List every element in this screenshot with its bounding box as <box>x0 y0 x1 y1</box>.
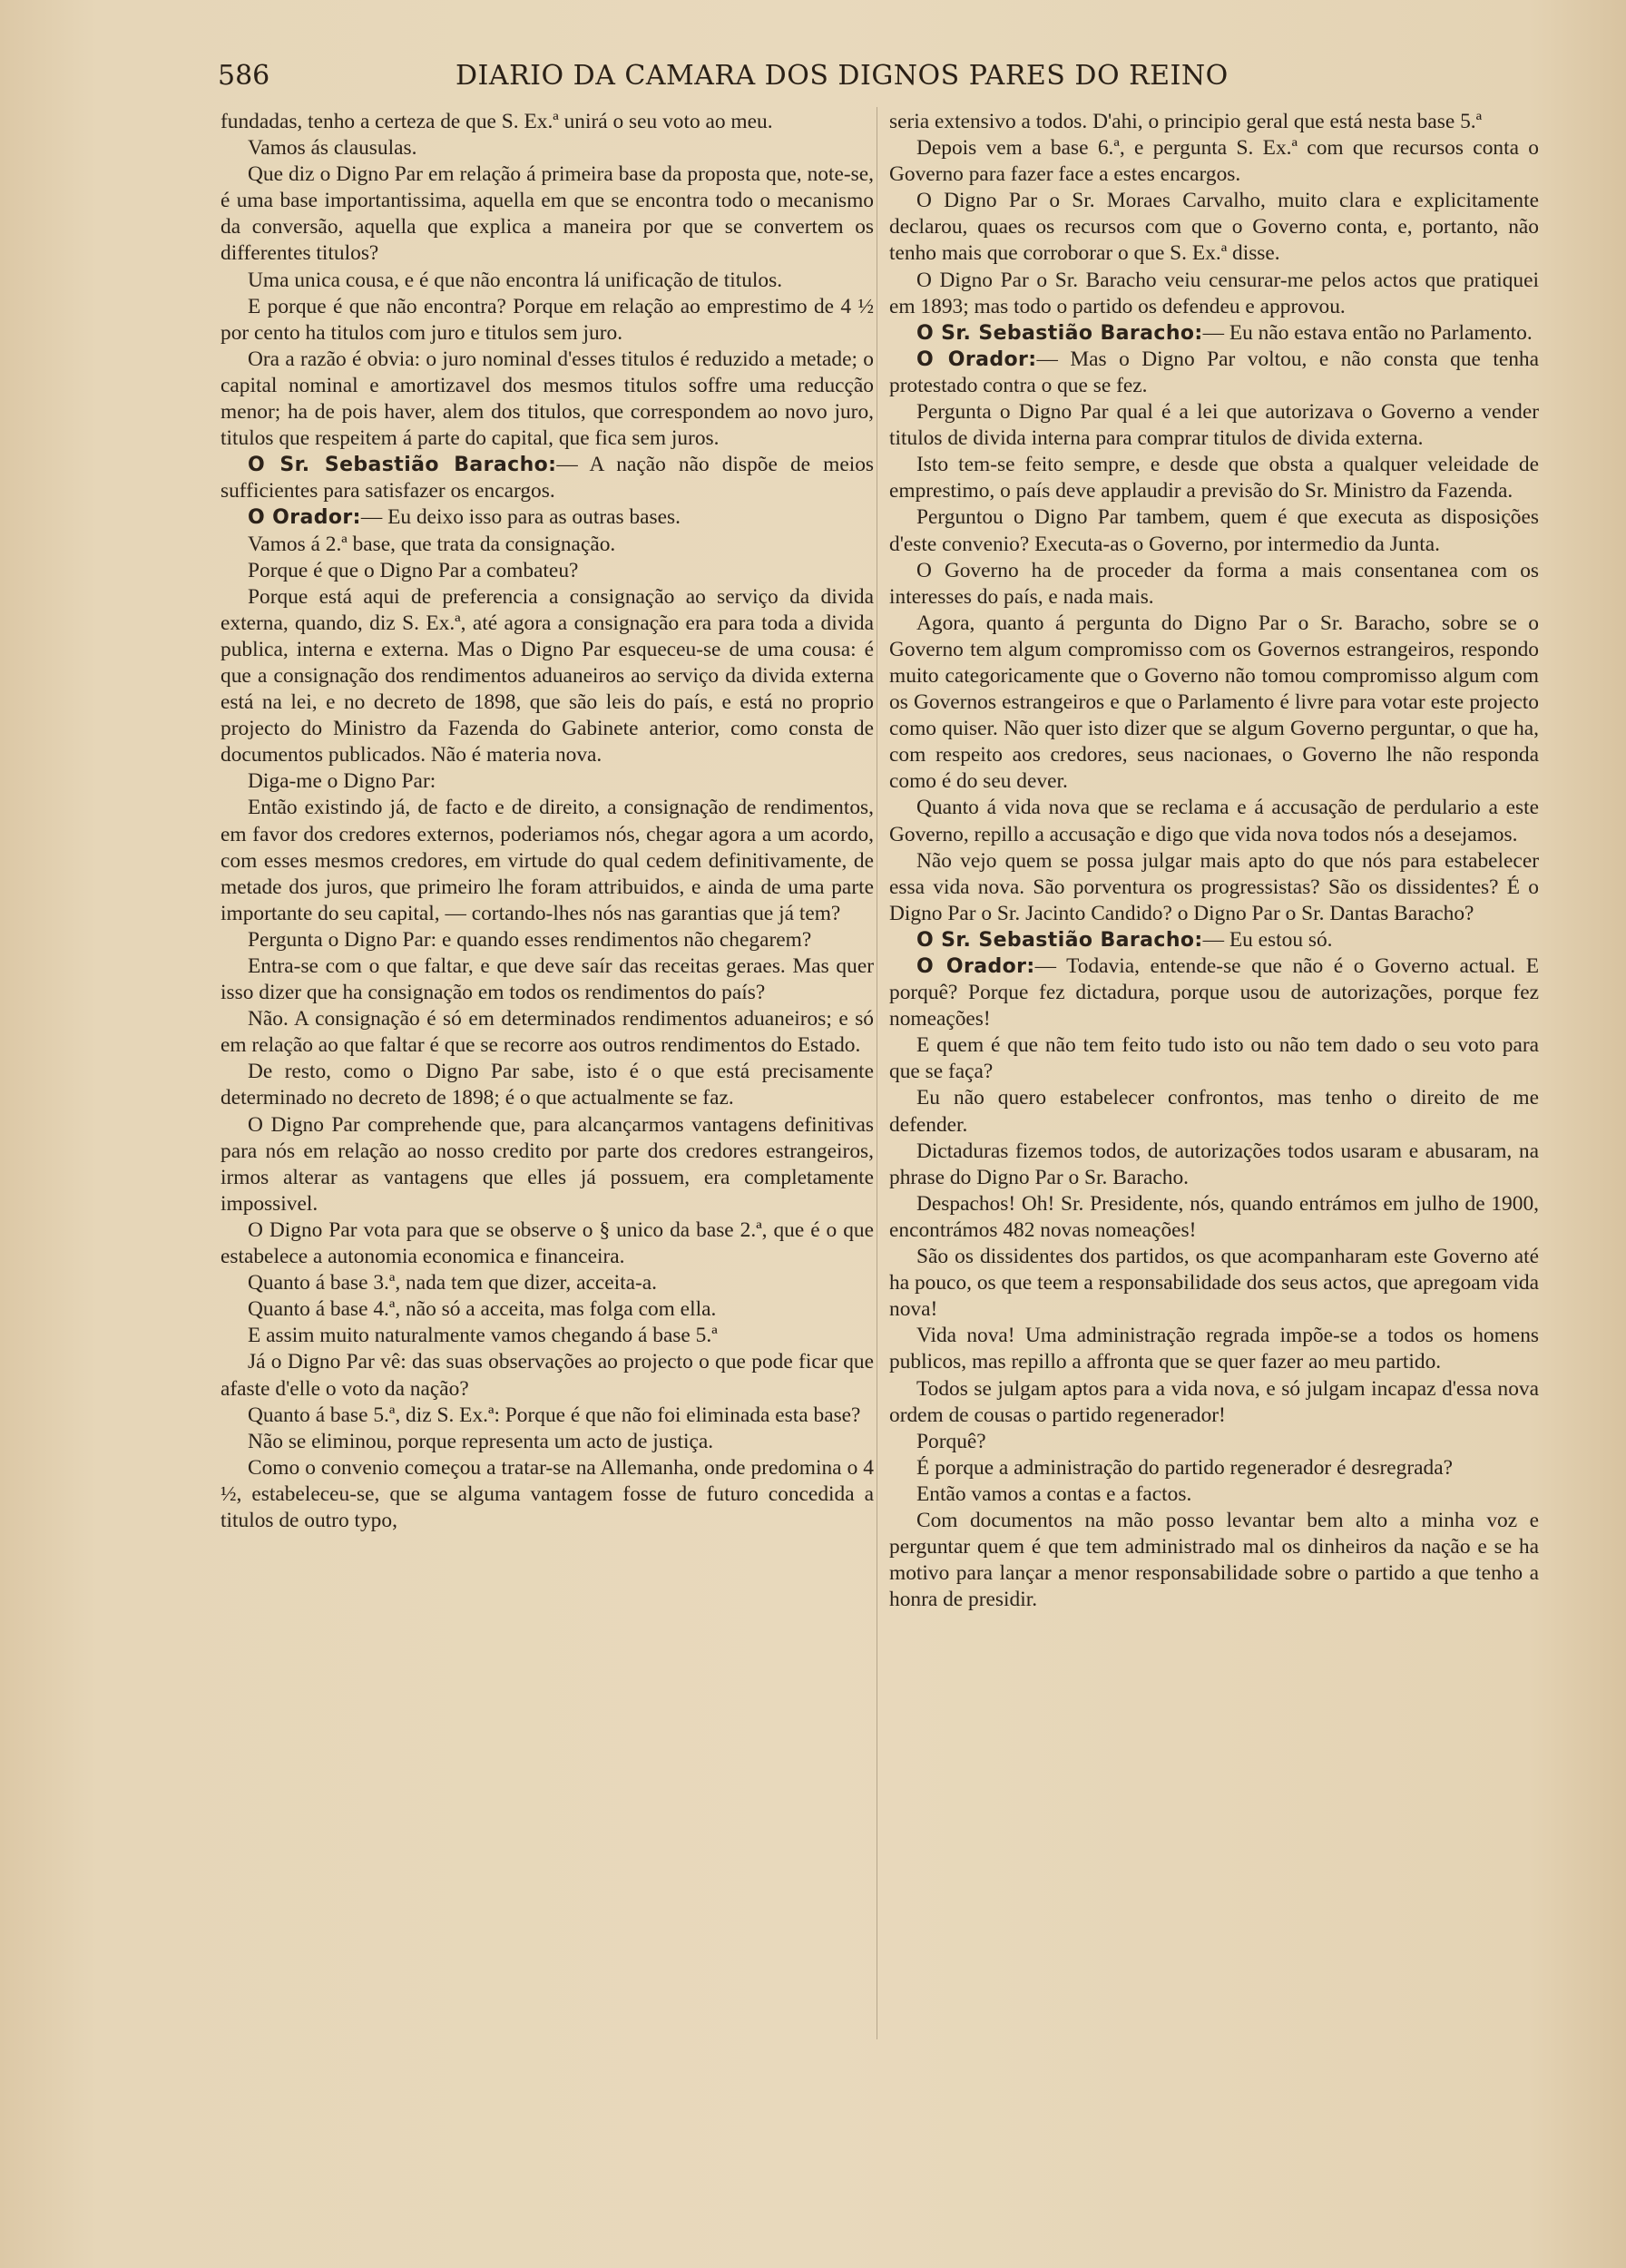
paragraph: Quanto á vida nova que se reclama e á accusação de perdulario a este Governo, repillo a accusação e digo que vida nova todos nós a desejamos. <box>889 796 1539 846</box>
paragraph: Porque está aqui de preferencia a consignação ao serviço da divida externa, quando, diz S. Ex.ª, até agora a consignação era para toda a divida publica, interna e externa. Mas o Digno Par esqueceu-se de uma cousa: é que a consignação dos rendimentos aduaneiros ao serviço da divida externa está na lei, e no decreto de 1898, que são leis do país, e está no proprio projecto do Ministro da Fazenda do Gabinete anterior, como consta de documentos publicados. Não é materia nova. <box>220 584 874 767</box>
paragraph: O Digno Par o Sr. Baracho veiu censurar-me pelos actos que pratiquei em 1893; mas todo o partido os defendeu e approvou. <box>889 268 1539 318</box>
paragraph: Então existindo já, de facto e de direito, a consignação de rendimentos, em favor dos credores externos, poderiamos nós, chegar agora a um acordo, com esses mesmos credores, em virtude do qual cedem definitivamente, de metade dos juros, que primeiro lhe foram attribuidos, e ainda de uma parte importante do seu capital, — cortando-lhes nós nas garantias que já tem? <box>220 796 874 925</box>
page-header <box>218 60 1388 98</box>
speech-paragraph <box>889 927 1539 953</box>
left-column <box>220 109 874 1534</box>
paragraph: Quanto á base 3.ª, nada tem que dizer, acceita-a. <box>248 1271 658 1295</box>
paragraph: O Digno Par comprehende que, para alcançarmos vantagens definitivas para nós em relação ao nosso credito por parte dos credores estrangeiros, irmos alterar as vantagens que elles já possuem, era completamente impossivel. <box>220 1112 874 1216</box>
paragraph: Quanto á base 4.ª, não só a acceita, mas folga com ella. <box>248 1297 717 1322</box>
paragraph: Pergunta o Digno Par: e quando esses rendimentos não chegarem? <box>248 927 812 952</box>
paragraph: Todos se julgam aptos para a vida nova, e só julgam incapaz d'essa nova ordem de cousas o partido regenerador! <box>889 1376 1539 1427</box>
paragraph: O Governo ha de proceder da forma a mais consentanea com os interesses do país, e nada mais. <box>889 558 1539 609</box>
paragraph: Vamos ás clausulas. <box>248 136 417 161</box>
speaker-name: O Sr. Sebastião Baracho: <box>248 454 557 477</box>
paragraph: Não se eliminou, porque representa um acto de justiça. <box>248 1429 714 1453</box>
speech-paragraph <box>220 452 874 504</box>
paragraph: Vida nova! Uma administração regrada impõe-se a todos os homens publicos, mas repillo a affronta que se quer fazer ao meu partido. <box>889 1324 1539 1374</box>
paragraph: seria extensivo a todos. D'ahi, o principio geral que está nesta base 5.ª <box>889 110 1483 133</box>
speech-paragraph <box>889 347 1539 399</box>
speech-paragraph <box>889 320 1539 347</box>
speech-text: — Eu não estava então no Parlamento. <box>1202 320 1533 345</box>
speaker-name: O Orador: <box>248 506 361 530</box>
paragraph: De resto, como o Digno Par sabe, isto é o que está precisamente determinado no decreto de 1898; é o que actualmente se faz. <box>220 1060 874 1110</box>
speaker-name: O Orador: <box>916 955 1035 978</box>
paragraph: fundadas, tenho a certeza de que S. Ex.ª unirá o seu voto ao meu. <box>220 110 773 133</box>
paragraph: Quanto á base 5.ª, diz S. Ex.ª: Porque é que não foi eliminada esta base? <box>248 1403 861 1427</box>
paragraph: Porquê? <box>916 1429 986 1453</box>
paragraph: Porque é que o Digno Par a combateu? <box>248 558 579 582</box>
page-number: 586 <box>218 60 270 92</box>
paragraph: Depois vem a base 6.ª, e pergunta S. Ex.ª com que recursos conta o Governo para fazer face a estes encargos. <box>889 136 1539 187</box>
speech-text: — Todavia, entende-se que não é o Governo actual. E porquê? Porque fez dictadura, porque usou de autorizações, porque fez nomeações! <box>889 954 1539 1031</box>
speaker-name: O Orador: <box>916 347 1037 371</box>
paragraph: O Digno Par o Sr. Moraes Carvalho, muito clara e explicitamente declarou, quaes os recursos com que o Governo conta, e, portanto, não tenho mais que corroborar o que S. Ex.ª disse. <box>889 189 1539 266</box>
paragraph: Agora, quanto á pergunta do Digno Par o Sr. Baracho, sobre se o Governo tem algum compromisso com os Governos estrangeiros, respondo muito categoricamente que o Governo não tomou compromisso algum com os Governos estrangeiros e que o Parlamento é livre para votar este projecto como quiser. Não quer isto dizer que se algum Governo perguntar, o que ha, com respeito aos credores, seus nacionaes, o Governo lhe não responda como é do seu dever. <box>889 611 1539 794</box>
speech-text: — Eu deixo isso para as outras bases. <box>360 505 681 530</box>
paragraph: Então vamos a contas e a factos. <box>916 1481 1192 1506</box>
speaker-name: O Sr. Sebastião Baracho: <box>916 928 1203 952</box>
paragraph: Eu não quero estabelecer confrontos, mas tenho o direito de me defender. <box>889 1086 1539 1137</box>
paragraph: Ora a razão é obvia: o juro nominal d'esses titulos é reduzido a metade; o capital nominal e amortizavel dos mesmos titulos soffre uma reducção menor; ha de pois haver, alem dos titulos, que correspondem ao novo juro, titulos que respeitem á parte do capital, que fica sem juros. <box>220 347 874 451</box>
paragraph: Pergunta o Digno Par qual é a lei que autorizava o Governo a vender titulos de divida interna para comprar titulos de divida externa. <box>889 400 1539 451</box>
paragraph: É porque a administração do partido regenerador é desregrada? <box>916 1455 1453 1480</box>
paragraph: Diga-me o Digno Par: <box>248 769 436 794</box>
paragraph: Não vejo quem se possa julgar mais apto do que nós para estabelecer essa vida nova. São porventura os progressistas? São os dissidentes? É o Digno Par o Sr. Jacinto Candido? o Digno Par o Sr. Dantas Baracho? <box>889 848 1539 925</box>
paragraph: Dictaduras fizemos todos, de autorizações todos usaram e abusaram, na phrase do Digno Par o Sr. Baracho. <box>889 1139 1539 1189</box>
paragraph: Entra-se com o que faltar, e que deve saír das receitas geraes. Mas quer isso dizer que ha consignação em todos os rendimentos do país? <box>220 954 874 1005</box>
speech-text: — A nação não dispõe de meios sufficientes para satisfazer os encargos. <box>220 453 874 503</box>
right-column <box>889 109 1539 1613</box>
speech-paragraph <box>889 953 1539 1032</box>
paragraph: E porque é que não encontra? Porque em relação ao emprestimo de 4 ½ por cento ha titulos com juro e titulos sem juro. <box>220 294 874 345</box>
speech-paragraph <box>220 504 874 531</box>
paragraph: Isto tem-se feito sempre, e desde que obsta a qualquer veleidade de emprestimo, o país deve applaudir a previsão do Sr. Ministro da Fazenda. <box>889 453 1539 503</box>
paragraph: Uma unica cousa, e é que não encontra lá unificação de titulos. <box>248 268 783 292</box>
paragraph: Já o Digno Par vê: das suas observações ao projecto o que pode ficar que afaste d'elle o voto da nação? <box>220 1350 874 1401</box>
paragraph: Com documentos na mão posso levantar bem alto a minha voz e perguntar quem é que tem administrado mal os dinheiros da nação e se ha motivo para lançar a menor responsabilidade sobre o partido a que tenho a honra de presidir. <box>889 1508 1539 1612</box>
paragraph: Despachos! Oh! Sr. Presidente, nós, quando entrámos em julho de 1900, encontrámos 482 novas nomeações! <box>889 1191 1539 1242</box>
paragraph: Não. A consignação é só em determinados rendimentos aduaneiros; e só em relação ao que faltar é que se recorre aos outros rendimentos do Estado. <box>220 1007 874 1058</box>
paragraph: São os dissidentes dos partidos, os que acompanharam este Governo até ha pouco, os que teem a responsabilidade dos seus actos, que apregoam vida nova! <box>889 1245 1539 1322</box>
paragraph: Vamos á 2.ª base, que trata da consignação. <box>248 532 616 556</box>
paragraph: Que diz o Digno Par em relação á primeira base da proposta que, note-se, é uma base importantissima, aquella em que se encontra todo o mecanismo da conversão, aquella que explica a maneira por que se convertem os differentes titulos? <box>220 162 874 266</box>
journal-title: DIARIO DA CAMARA DOS DIGNOS PARES DO REINO <box>455 60 1229 92</box>
paragraph: O Digno Par vota para que se observe o § unico da base 2.ª, que é o que estabelece a autonomia economica e financeira. <box>220 1217 874 1269</box>
paragraph: Como o convenio começou a tratar-se na Allemanha, onde predomina o 4 ½, estabeleceu-se, que se alguma vantagem fosse de futuro concedida a titulos de outro typo, <box>220 1455 874 1532</box>
paragraph: E assim muito naturalmente vamos chegando á base 5.ª <box>248 1324 718 1348</box>
speaker-name: O Sr. Sebastião Baracho: <box>916 321 1203 345</box>
paragraph: Perguntou o Digno Par tambem, quem é que executa as disposições d'este convenio? Executa-as o Governo, por intermedio da Junta. <box>889 505 1539 556</box>
paragraph: E quem é que não tem feito tudo isto ou não tem dado o seu voto para que se faça? <box>889 1033 1539 1084</box>
speech-text: — Mas o Digno Par voltou, e não consta que tenha protestado contra o que se fez. <box>889 347 1539 397</box>
speech-text: — Eu estou só. <box>1202 927 1333 952</box>
